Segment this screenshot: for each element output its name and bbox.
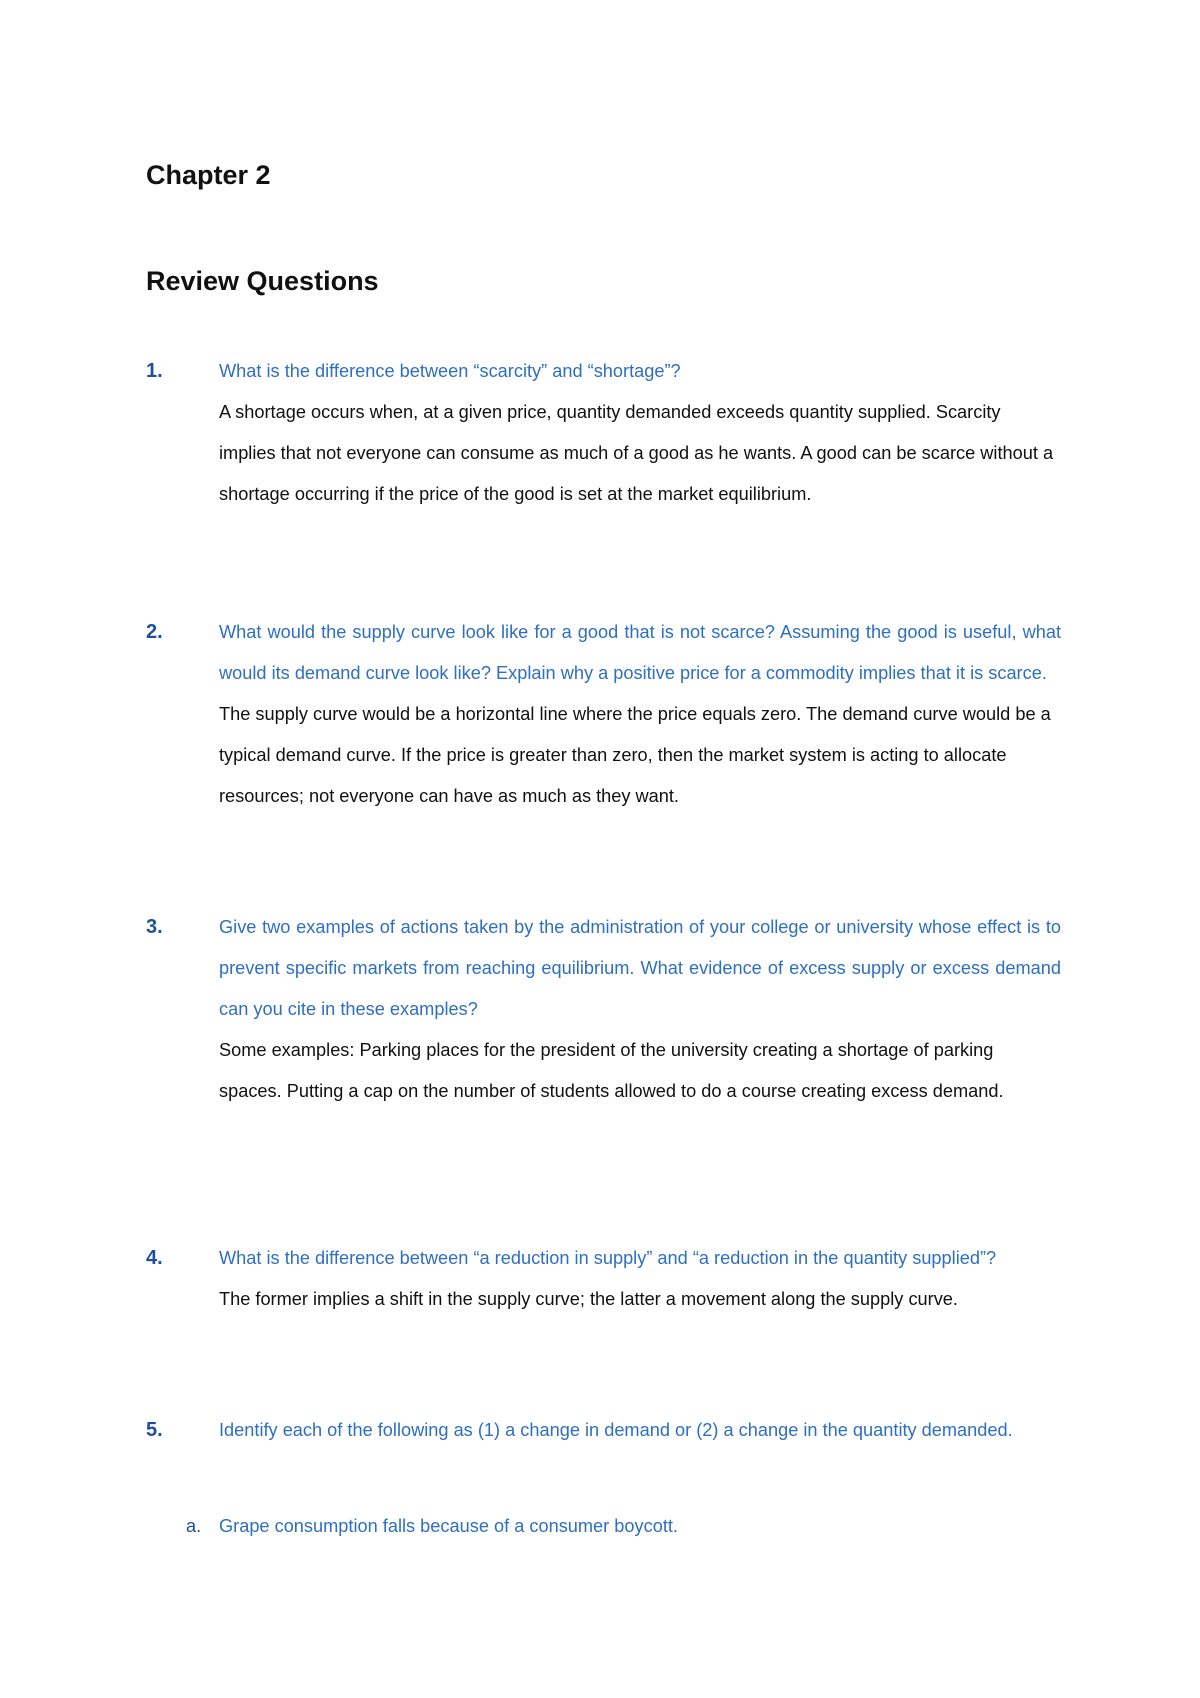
answer-text: The former implies a shift in the supply curve; the latter a movement along the supply curve. — [219, 1289, 958, 1309]
question-body — [219, 1238, 1061, 1320]
question-text: What is the difference between “scarcity” and “shortage”? — [219, 361, 681, 381]
answer-text: The supply curve would be a horizontal line where the price equals zero. The demand curve would be a typical demand curve. If the price is greater than zero, then the market system is acting to allocate resources; not everyone can have as much as they want. — [219, 704, 1051, 806]
answer-text: Some examples: Parking places for the president of the university creating a shortage of parking spaces. Putting a cap on the number of students allowed to do a course creating excess demand. — [219, 1040, 1004, 1101]
section-title: Review Questions — [146, 266, 379, 296]
question-text: Give two examples of actions taken by the administration of your college or university whose effect is to prevent specific markets from reaching equilibrium. What evidence of excess supply or excess demand can you cite in these examples? — [219, 917, 1061, 1019]
question-body — [219, 1410, 1061, 1451]
question-text: Identify each of the following as (1) a change in demand or (2) a change in the quantity demanded. — [219, 1420, 1013, 1440]
answer-text: A shortage occurs when, at a given price, quantity demanded exceeds quantity supplied. Scarcity implies that not everyone can consume as much of a good as he wants. A good can be scarce without a shortage occurring if the price of the good is set at the market equilibrium. — [219, 402, 1054, 504]
question-number: 1. — [146, 360, 163, 382]
question-text: What would the supply curve look like for a good that is not scarce? Assuming the good is useful, what would its demand curve look like? Explain why a positive price for a commodity implies that it is scarce. — [219, 622, 1061, 683]
question-number: 3. — [146, 916, 163, 938]
question-number: 2. — [146, 621, 163, 643]
sub-item-text: Grape consumption falls because of a consumer boycott. — [219, 1516, 678, 1536]
chapter-title: Chapter 2 — [146, 160, 271, 190]
question-body — [219, 351, 1061, 515]
question-number: 4. — [146, 1247, 163, 1269]
sub-item-letter: a. — [186, 1516, 202, 1536]
question-body — [219, 907, 1061, 1112]
question-number: 5. — [146, 1419, 163, 1441]
question-body — [219, 612, 1061, 817]
question-text: What is the difference between “a reduction in supply” and “a reduction in the quantity supplied”? — [219, 1248, 997, 1268]
